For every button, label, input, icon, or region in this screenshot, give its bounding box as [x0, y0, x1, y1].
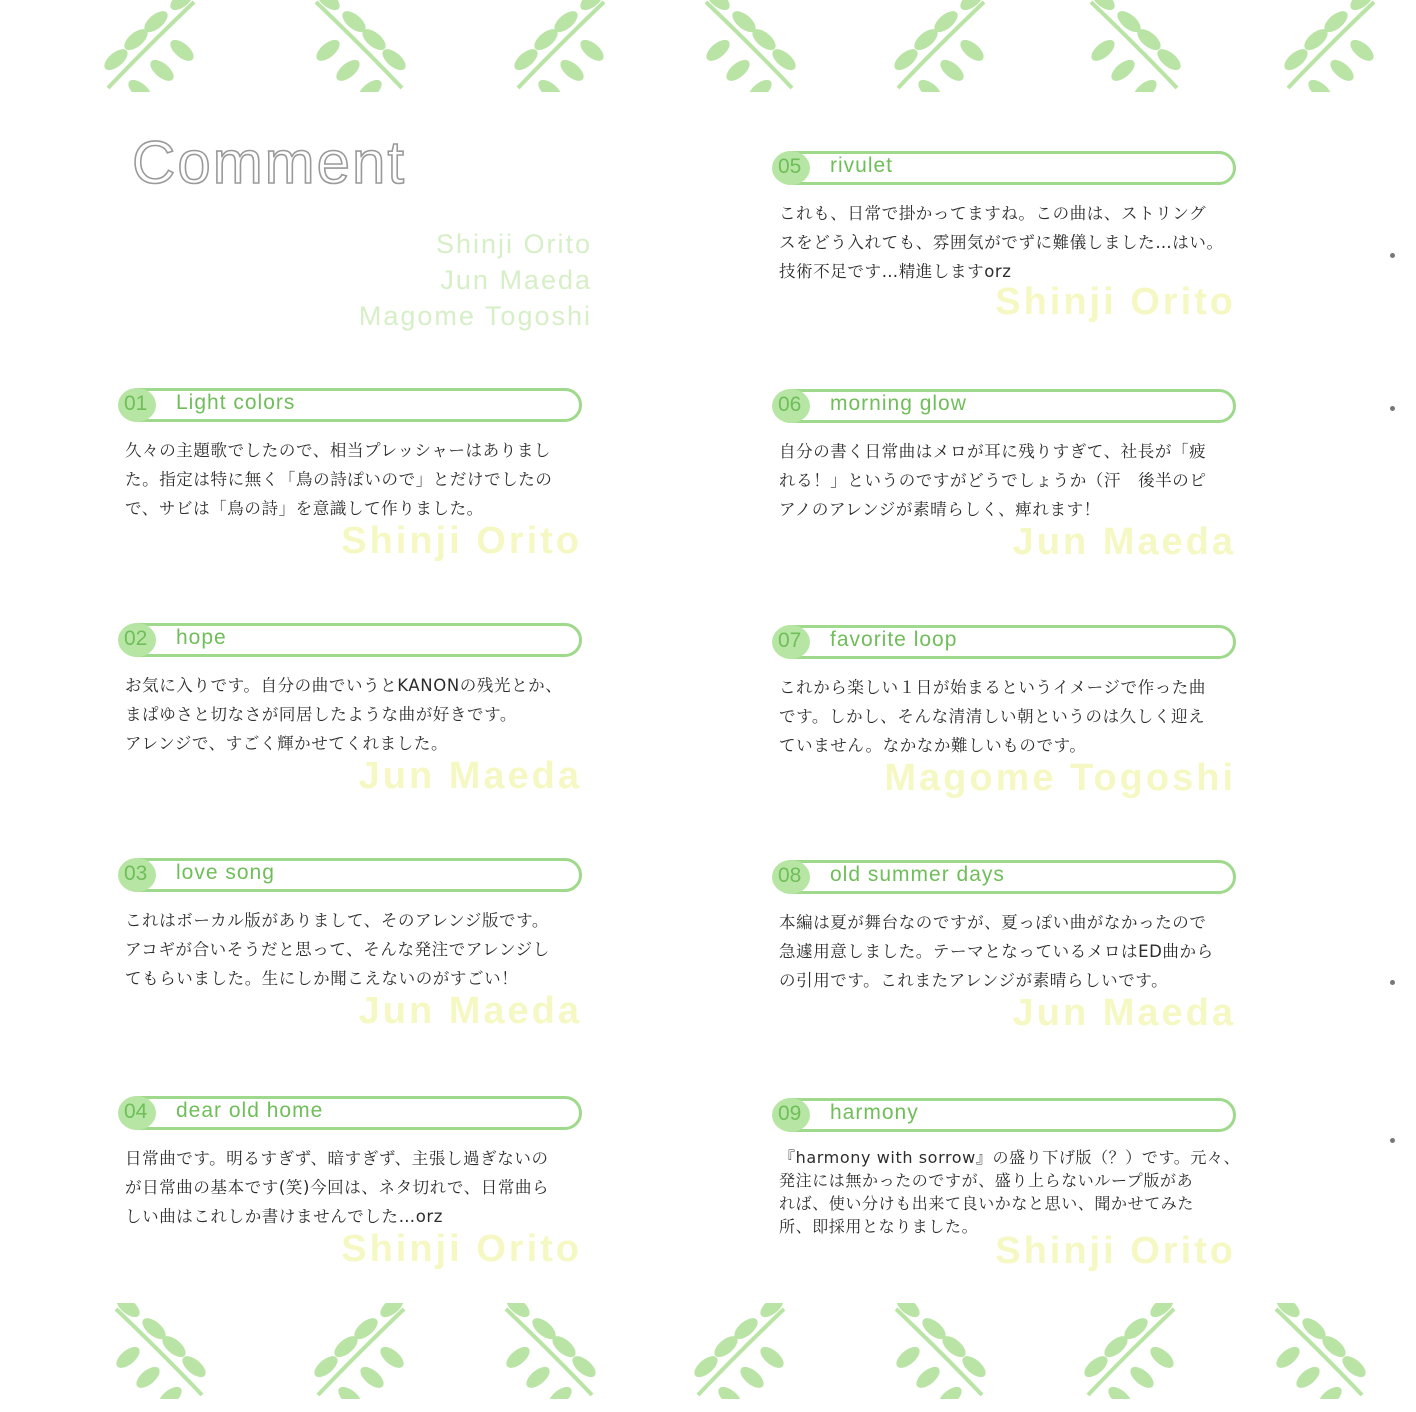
comment-line: 技術不足です…精進しますorz [779, 262, 1012, 281]
comment-text [779, 908, 1249, 995]
comment-line: まぱゆさと切なさが同居したような曲が好きです。 [125, 705, 517, 724]
comment-line: 久々の主題歌でしたので、相当プレッシャーはありまし [125, 441, 552, 460]
comment-entry-09 [774, 1098, 1244, 1298]
track-number: 07 [778, 629, 802, 652]
author-name: Shinji Orito [435, 229, 592, 259]
comment-line: の引用です。これまたアレンジが素晴らしいです。 [779, 971, 1169, 990]
comment-line: アレンジで、すごく輝かせてくれました。 [125, 734, 449, 753]
track-number: 04 [124, 1100, 148, 1123]
comment-line: 自分の書く日常曲はメロが耳に残りすぎて、社長が「疲 [779, 442, 1207, 461]
comment-line: 本編は夏が舞台なのですが、夏っぽい曲がなかったので [779, 913, 1207, 932]
author-signature: Shinji Orito [995, 1230, 1236, 1272]
author-signature: Shinji Orito [995, 281, 1236, 323]
comment-line: です。しかし、そんな清清しい朝というのは久しく迎え [779, 707, 1206, 726]
comment-line: これも、日常で掛かってますね。この曲は、ストリング [779, 204, 1207, 223]
leaf-sprig-icon [680, 1303, 800, 1399]
comment-text [125, 906, 595, 993]
comment-entry-06 [774, 389, 1244, 589]
author-signature: Jun Maeda [1012, 521, 1236, 563]
author-name: Jun Maeda [440, 265, 592, 295]
comment-line: 『harmony with sorrow』の盛り下げ版（？）です。元々、 [779, 1148, 1241, 1167]
comment-entry-02 [120, 623, 590, 823]
comment-line: れる！」というのですがどうでしょうか（汗 後半のピ [779, 471, 1207, 490]
comment-line: お気に入りです。自分の曲でいうとKANONの残光とか、 [125, 676, 563, 695]
track-number: 01 [124, 392, 148, 415]
comment-line: これから楽しい１日が始まるというイメージで作った曲 [779, 678, 1207, 697]
scan-mark [1390, 253, 1395, 258]
author-signature: Shinji Orito [341, 520, 582, 562]
track-number: 09 [778, 1102, 802, 1125]
comment-entry-07 [774, 625, 1244, 825]
comment-line: 日常曲です。明るすぎず、暗すぎず、主張し過ぎないの [125, 1149, 549, 1168]
author-list [300, 226, 592, 334]
song-title: favorite loop [830, 628, 958, 651]
comment-entry-03 [120, 858, 590, 1058]
scan-mark [1390, 1138, 1395, 1143]
leaf-sprig-icon [500, 0, 620, 92]
song-title: dear old home [176, 1099, 324, 1122]
comment-line: が日常曲の基本です(笑)今回は、ネタ切れで、日常曲ら [125, 1178, 550, 1197]
author-signature: Shinji Orito [341, 1228, 582, 1270]
top-leaf-border [0, 0, 1416, 110]
comment-text [779, 437, 1249, 524]
author-signature: Magome Togoshi [884, 757, 1236, 799]
comment-line: てもらいました。生にしか聞こえないのがすごい！ [125, 969, 519, 988]
track-number: 06 [778, 393, 802, 416]
leaf-sprig-icon [300, 0, 420, 92]
leaf-sprig-icon [880, 0, 1000, 92]
scan-mark [1390, 406, 1395, 411]
song-title: harmony [830, 1101, 919, 1124]
page-title: Comment [132, 129, 407, 196]
leaf-sprig-icon [490, 1303, 610, 1399]
leaf-sprig-icon [90, 0, 210, 92]
author-signature: Jun Maeda [358, 990, 582, 1032]
song-title: rivulet [830, 154, 894, 177]
comment-line: 所、即採用となりました。 [779, 1217, 979, 1236]
comment-text [125, 1144, 595, 1231]
leaf-sprig-icon [690, 0, 810, 92]
leaf-sprig-icon [100, 1303, 220, 1399]
comment-line: た。指定は特に無く「鳥の詩ぽいので」とだけでしたの [125, 470, 553, 489]
leaf-sprig-icon [1070, 1303, 1190, 1399]
song-title: morning glow [830, 392, 967, 415]
track-number: 08 [778, 864, 802, 887]
author-name: Magome Togoshi [358, 301, 592, 331]
track-number: 03 [124, 862, 148, 885]
comment-entry-05 [774, 151, 1244, 351]
song-title: hope [176, 626, 227, 649]
comment-entry-04 [120, 1096, 590, 1296]
comment-line: れば、使い分けも出来て良いかなと思い、聞かせてみた [779, 1194, 1195, 1213]
comment-entry-08 [774, 860, 1244, 1060]
comment-text [125, 436, 595, 523]
scan-mark [1390, 980, 1395, 985]
comment-text [125, 671, 595, 758]
comment-line: しい曲はこれしか書けませんでした…orz [125, 1207, 444, 1226]
comment-line: スをどう入れても、雰囲気がでずに難儀しました…はい。 [779, 233, 1224, 252]
comment-text [779, 1146, 1249, 1238]
track-number: 05 [778, 155, 802, 178]
song-title: love song [176, 861, 275, 884]
comment-text [779, 673, 1249, 760]
leaf-sprig-icon [880, 1303, 1000, 1399]
author-signature: Jun Maeda [1012, 992, 1236, 1034]
author-signature: Jun Maeda [358, 755, 582, 797]
song-title: old summer days [830, 863, 1005, 886]
comment-line: アノのアレンジが素晴らしく、痺れます！ [779, 500, 1101, 519]
comment-line: 発注には無かったのですが、盛り上らないループ版があ [779, 1171, 1194, 1190]
leaf-sprig-icon [1270, 0, 1390, 92]
comment-line: 急遽用意しました。テーマとなっているメロはED曲から [779, 942, 1214, 961]
comment-line: ていません。なかなか難しいものです。 [779, 736, 1087, 755]
comment-line: これはボーカル版がありまして、そのアレンジ版です。 [125, 911, 550, 930]
leaf-sprig-icon [1260, 1303, 1380, 1399]
leaf-sprig-icon [300, 1303, 420, 1399]
comment-line: アコギが合いそうだと思って、そんな発注でアレンジし [125, 940, 550, 959]
leaf-sprig-icon [1075, 0, 1195, 92]
comment-text [779, 199, 1249, 286]
comment-entry-01 [120, 388, 590, 588]
track-number: 02 [124, 627, 148, 650]
song-title: Light colors [176, 391, 296, 414]
comment-line: で、サビは「鳥の詩」を意識して作りました。 [125, 499, 484, 518]
bottom-leaf-border [0, 1295, 1416, 1405]
